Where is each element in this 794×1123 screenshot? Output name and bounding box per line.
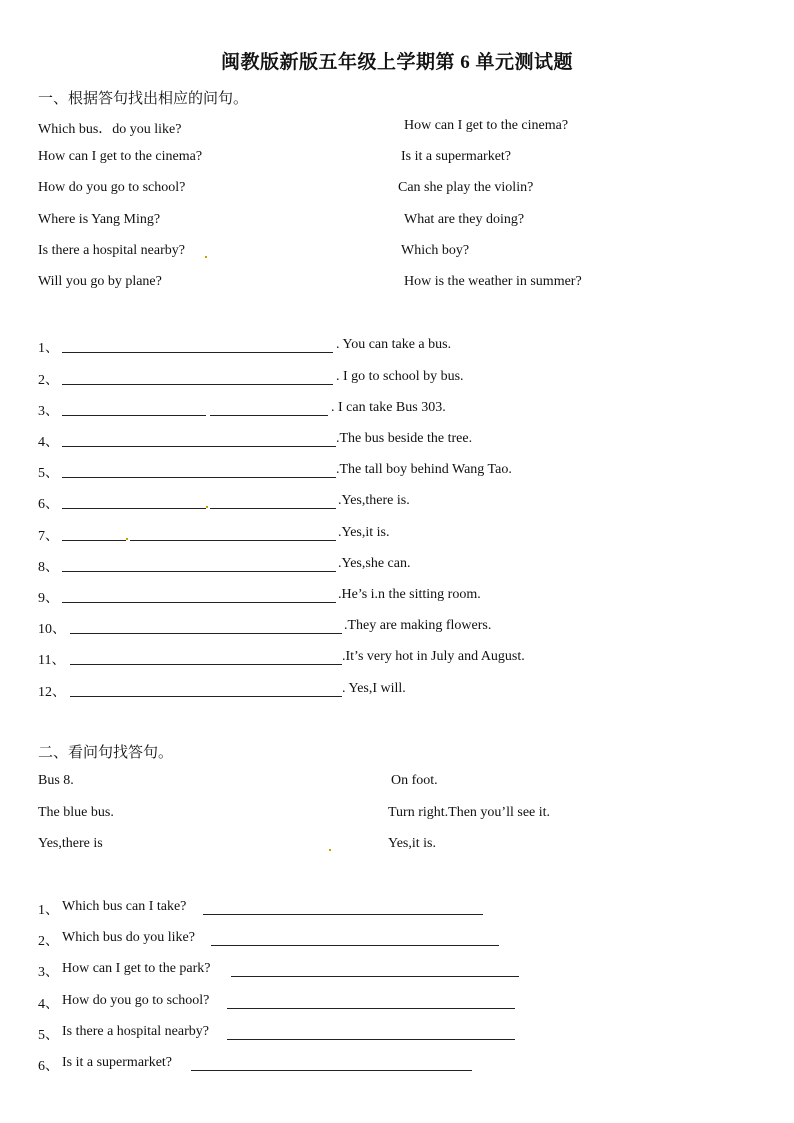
- option-right: How is the weather in summer?: [404, 274, 582, 289]
- answer-blank[interactable]: [227, 1039, 515, 1040]
- item-answer: .The bus beside the tree.: [336, 431, 473, 446]
- question-text: How can I get to the park?: [62, 961, 211, 976]
- item-number: 5、: [38, 466, 59, 481]
- question-number: 1、: [38, 903, 59, 918]
- option-right: Can she play the violin?: [398, 180, 534, 195]
- question-number: 5、: [38, 1028, 59, 1043]
- item-answer: .It’s very hot in July and August.: [342, 649, 525, 664]
- answer-blank[interactable]: [62, 540, 126, 541]
- item-number: 8、: [38, 560, 59, 575]
- answer-blank[interactable]: [62, 446, 336, 447]
- answer-blank[interactable]: [70, 696, 342, 697]
- item-answer: .Yes,there is.: [338, 493, 410, 508]
- option-left: Yes,there is: [38, 836, 103, 851]
- answer-blank[interactable]: [203, 914, 483, 915]
- option-right: Which boy?: [401, 243, 470, 258]
- stray-dot: [206, 506, 208, 508]
- option-left: Bus 8.: [38, 773, 74, 788]
- answer-blank[interactable]: [62, 602, 336, 603]
- question-number: 3、: [38, 965, 59, 980]
- answer-blank[interactable]: [231, 976, 519, 977]
- page-title: 闽教版新版五年级上学期第 6 单元测试题: [220, 52, 573, 73]
- option-right: What are they doing?: [404, 212, 525, 227]
- item-number: 10、: [38, 622, 66, 637]
- option-left: Where is Yang Ming?: [38, 212, 161, 227]
- answer-blank[interactable]: [70, 664, 342, 665]
- section2-heading: 二、看问句找答句。: [38, 745, 174, 761]
- answer-blank[interactable]: [211, 945, 499, 946]
- option-right: Turn right.Then you’ll see it.: [388, 805, 551, 820]
- question-number: 6、: [38, 1059, 59, 1074]
- item-number: 3、: [38, 404, 59, 419]
- option-right: On foot.: [391, 773, 438, 788]
- option-right: Yes,it is.: [388, 836, 436, 851]
- answer-blank[interactable]: [191, 1070, 472, 1071]
- item-answer: . I go to school by bus.: [336, 369, 464, 384]
- answer-blank[interactable]: [62, 415, 206, 416]
- question-text: How do you go to school?: [62, 993, 210, 1008]
- item-answer: . Yes,I will.: [342, 681, 406, 696]
- stray-dot: [126, 538, 128, 540]
- answer-blank[interactable]: [210, 415, 328, 416]
- item-number: 1、: [38, 341, 59, 356]
- question-number: 4、: [38, 997, 59, 1012]
- option-left: Is there a hospital nearby?: [38, 243, 185, 258]
- question-text: Is it a supermarket?: [62, 1055, 173, 1070]
- item-number: 9、: [38, 591, 59, 606]
- option-left: How do you go to school?: [38, 180, 186, 195]
- answer-blank[interactable]: [227, 1008, 515, 1009]
- item-number: 12、: [38, 685, 66, 700]
- answer-blank[interactable]: [62, 384, 333, 385]
- answer-blank[interactable]: [70, 633, 342, 634]
- question-text: Which bus do you like?: [62, 930, 195, 945]
- item-answer: .He’s i.n the sitting room.: [338, 587, 481, 602]
- question-text: Which bus can I take?: [62, 899, 187, 914]
- item-number: 11、: [38, 653, 66, 668]
- answer-blank[interactable]: [62, 352, 333, 353]
- answer-blank[interactable]: [62, 508, 206, 509]
- item-answer: .Yes,it is.: [338, 525, 390, 540]
- answer-blank[interactable]: [130, 540, 336, 541]
- stray-dot: [205, 256, 207, 258]
- option-left: Will you go by plane?: [38, 274, 162, 289]
- item-answer: .Yes,she can.: [338, 556, 411, 571]
- option-left: The blue bus.: [38, 805, 114, 820]
- option-left: Which bus．do you like?: [38, 122, 182, 137]
- question-text: Is there a hospital nearby?: [62, 1024, 209, 1039]
- answer-blank[interactable]: [62, 477, 336, 478]
- answer-blank[interactable]: [210, 508, 336, 509]
- item-answer: . I can take Bus 303.: [331, 400, 446, 415]
- option-left: How can I get to the cinema?: [38, 149, 203, 164]
- item-answer: .The tall boy behind Wang Tao.: [336, 462, 512, 477]
- option-right: How can I get to the cinema?: [404, 118, 569, 133]
- item-number: 7、: [38, 529, 59, 544]
- item-number: 4、: [38, 435, 59, 450]
- item-number: 2、: [38, 373, 59, 388]
- answer-blank[interactable]: [62, 571, 336, 572]
- section1-heading: 一、根据答句找出相应的问句。: [38, 91, 249, 107]
- question-number: 2、: [38, 934, 59, 949]
- item-number: 6、: [38, 497, 59, 512]
- item-answer: . You can take a bus.: [336, 337, 452, 352]
- item-answer: .They are making flowers.: [344, 618, 492, 633]
- option-right: Is it a supermarket?: [401, 149, 512, 164]
- stray-dot: [329, 849, 331, 851]
